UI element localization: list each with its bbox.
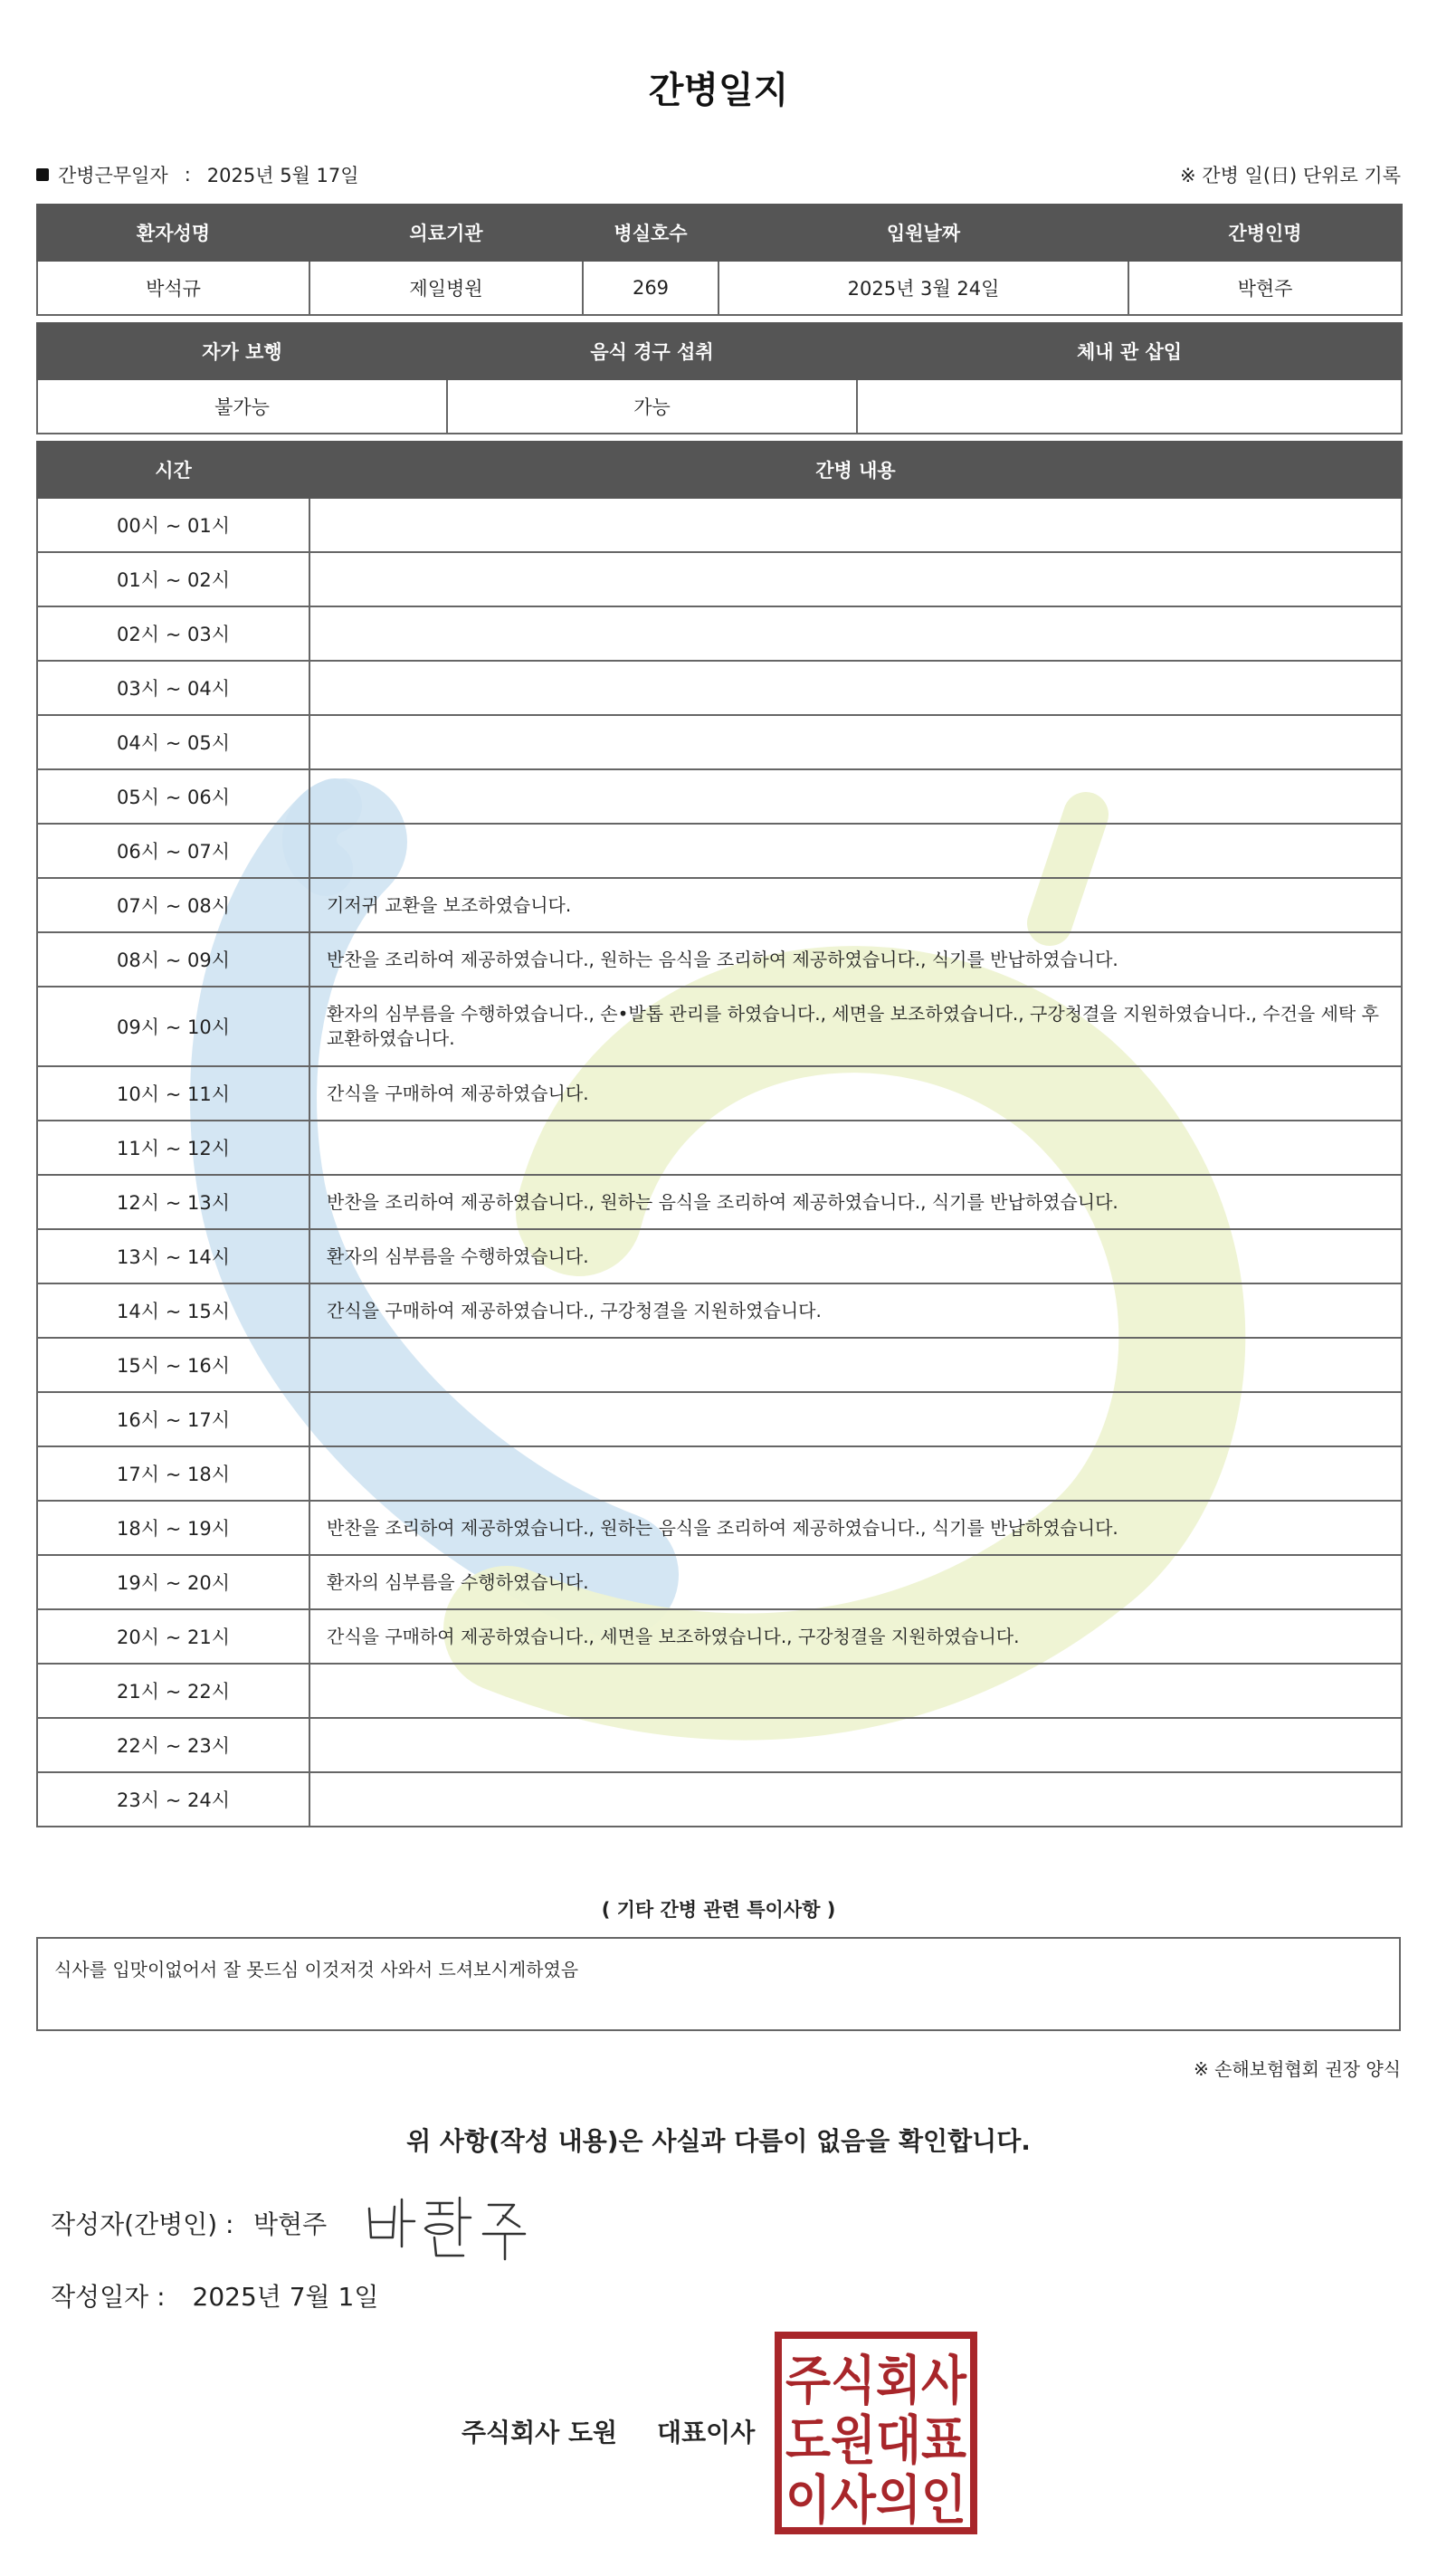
time-slot: 11시 ~ 12시 (37, 1121, 309, 1175)
room-number: 269 (583, 261, 718, 315)
care-content: 반찬을 조리하여 제공하였습니다., 원하는 음식을 조리하여 제공하였습니다., 식기를 반납하였습니다. (309, 1175, 1402, 1229)
table-row (37, 1501, 1402, 1555)
company-name: 주식회사 도원 (462, 2418, 618, 2447)
written-date-row (51, 2277, 378, 2314)
time-slot: 14시 ~ 15시 (37, 1283, 309, 1338)
care-content: 환자의 심부름을 수행하였습니다., 손•발톱 관리를 하였습니다., 세면을 보조하였습니다., 구강청결을 지원하였습니다., 수건을 세탁 후 교환하였습니다. (309, 987, 1402, 1066)
handwritten-signature (362, 2181, 543, 2263)
time-slot: 01시 ~ 02시 (37, 552, 309, 606)
table-row (37, 878, 1402, 932)
care-content (309, 1121, 1402, 1175)
care-content (309, 715, 1402, 769)
company-row (462, 2413, 755, 2449)
time-slot: 04시 ~ 05시 (37, 715, 309, 769)
table-row (37, 1229, 1402, 1283)
header-time: 시간 (37, 442, 309, 498)
writer-name: 박현주 (253, 2209, 328, 2239)
care-content (309, 824, 1402, 878)
hospital-name: 제일병원 (309, 261, 583, 315)
work-date (36, 161, 359, 188)
time-slot: 15시 ~ 16시 (37, 1338, 309, 1392)
header-admission-date: 입원날짜 (718, 205, 1128, 261)
care-content (309, 1772, 1402, 1827)
care-content: 간식을 구매하여 제공하였습니다., 세면을 보조하였습니다., 구강청결을 지원하였습니다. (309, 1609, 1402, 1664)
table-row (37, 932, 1402, 987)
table-row (37, 824, 1402, 878)
confirm-statement: 위 사항(작성 내용)은 사실과 다름이 없음을 확인합니다. (406, 2126, 1031, 2156)
header-oral-intake: 음식 경구 섭취 (447, 323, 857, 379)
notes-box (36, 1937, 1401, 2031)
care-content: 환자의 심부름을 수행하였습니다. (309, 1229, 1402, 1283)
time-slot: 08시 ~ 09시 (37, 932, 309, 987)
caregiver-name: 박현주 (1128, 261, 1402, 315)
table-row (37, 769, 1402, 824)
patient-info-table (36, 204, 1403, 316)
time-slot: 23시 ~ 24시 (37, 1772, 309, 1827)
time-slot: 05시 ~ 06시 (37, 769, 309, 824)
header-self-walking: 자가 보행 (37, 323, 447, 379)
care-content (309, 1392, 1402, 1446)
table-row (37, 1772, 1402, 1827)
oral-intake-value: 가능 (447, 379, 857, 434)
patient-table-values (37, 261, 1402, 315)
time-slot: 06시 ~ 07시 (37, 824, 309, 878)
header-caregiver: 간병인명 (1128, 205, 1402, 261)
time-slot: 20시 ~ 21시 (37, 1609, 309, 1664)
record-note: ※ 간병 일(日) 단위로 기록 (1180, 165, 1401, 186)
notes-text: 식사를 입맛이없어서 잘 못드심 이것저것 사와서 드셔보시게하였음 (54, 1959, 579, 1980)
written-date-label: 작성일자 : (51, 2282, 166, 2312)
care-content (309, 1338, 1402, 1392)
care-content: 간식을 구매하여 제공하였습니다., 구강청결을 지원하였습니다. (309, 1283, 1402, 1338)
time-slot: 02시 ~ 03시 (37, 606, 309, 661)
ability-table-header (37, 323, 1402, 379)
table-row (37, 552, 1402, 606)
svg-text:도원대표: 도원대표 (785, 2409, 966, 2471)
care-content: 간식을 구매하여 제공하였습니다. (309, 1066, 1402, 1121)
writer-label: 작성자(간병인) : (51, 2209, 234, 2239)
table-row (37, 1446, 1402, 1501)
table-row (37, 1555, 1402, 1609)
care-content (309, 769, 1402, 824)
ability-table-values (37, 379, 1402, 434)
time-slot: 19시 ~ 20시 (37, 1555, 309, 1609)
table-row (37, 715, 1402, 769)
care-content: 기저귀 교환을 보조하였습니다. (309, 878, 1402, 932)
time-slot: 13시 ~ 14시 (37, 1229, 309, 1283)
patient-ability-table (36, 322, 1403, 434)
svg-text:이사의인: 이사의인 (785, 2469, 966, 2531)
patient-table-header (37, 205, 1402, 261)
table-row (37, 661, 1402, 715)
table-row (37, 1338, 1402, 1392)
time-slot: 03시 ~ 04시 (37, 661, 309, 715)
company-rep-title: 대표이사 (657, 2418, 756, 2447)
care-content (309, 1718, 1402, 1772)
table-row (37, 606, 1402, 661)
time-slot: 21시 ~ 22시 (37, 1664, 309, 1718)
table-row (37, 987, 1402, 1066)
care-content (309, 606, 1402, 661)
time-slot: 09시 ~ 10시 (37, 987, 309, 1066)
time-slot: 16시 ~ 17시 (37, 1392, 309, 1446)
care-content (309, 1446, 1402, 1501)
care-content: 환자의 심부름을 수행하였습니다. (309, 1555, 1402, 1609)
care-content (309, 552, 1402, 606)
admission-date: 2025년 3월 24일 (718, 261, 1128, 315)
log-table-header (37, 442, 1402, 498)
table-row (37, 1392, 1402, 1446)
table-row (37, 1066, 1402, 1121)
header-room: 병실호수 (583, 205, 718, 261)
work-date-value: 2025년 5월 17일 (206, 165, 359, 186)
header-hospital: 의료기관 (309, 205, 583, 261)
self-walking-value: 불가능 (37, 379, 447, 434)
work-date-colon: : (184, 164, 191, 186)
tube-insertion-value (857, 379, 1402, 434)
form-note: ※ 손해보험협회 권장 양식 (1193, 2058, 1401, 2080)
time-slot: 17시 ~ 18시 (37, 1446, 309, 1501)
care-content (309, 1664, 1402, 1718)
table-row (37, 1664, 1402, 1718)
written-date-value: 2025년 7월 1일 (192, 2282, 379, 2312)
patient-name: 박석규 (37, 261, 309, 315)
care-content: 반찬을 조리하여 제공하였습니다., 원하는 음식을 조리하여 제공하였습니다., 식기를 반납하였습니다. (309, 1501, 1402, 1555)
header-patient-name: 환자성명 (37, 205, 309, 261)
company-seal-stamp (775, 2332, 977, 2534)
page-title: 간병일지 (648, 70, 789, 111)
care-content: 반찬을 조리하여 제공하였습니다., 원하는 음식을 조리하여 제공하였습니다., 식기를 반납하였습니다. (309, 932, 1402, 987)
care-content (309, 661, 1402, 715)
svg-text:주식회사: 주식회사 (785, 2350, 967, 2411)
table-row (37, 1718, 1402, 1772)
care-content (309, 498, 1402, 552)
header-care-content: 간병 내용 (309, 442, 1402, 498)
writer-row (51, 2205, 327, 2241)
square-bullet-icon (36, 168, 49, 181)
table-row (37, 1609, 1402, 1664)
work-date-label: 간병근무일자 (58, 165, 168, 186)
time-slot: 12시 ~ 13시 (37, 1175, 309, 1229)
meta-row (36, 161, 1401, 188)
notes-title: ( 기타 간병 관련 특이사항 ) (601, 1899, 836, 1921)
time-slot: 07시 ~ 08시 (37, 878, 309, 932)
table-row (37, 1121, 1402, 1175)
care-log-table (36, 441, 1403, 1827)
time-slot: 00시 ~ 01시 (37, 498, 309, 552)
time-slot: 22시 ~ 23시 (37, 1718, 309, 1772)
time-slot: 10시 ~ 11시 (37, 1066, 309, 1121)
table-row (37, 1175, 1402, 1229)
time-slot: 18시 ~ 19시 (37, 1501, 309, 1555)
table-row (37, 498, 1402, 552)
table-row (37, 1283, 1402, 1338)
header-tube-insertion: 체내 관 삽입 (857, 323, 1402, 379)
